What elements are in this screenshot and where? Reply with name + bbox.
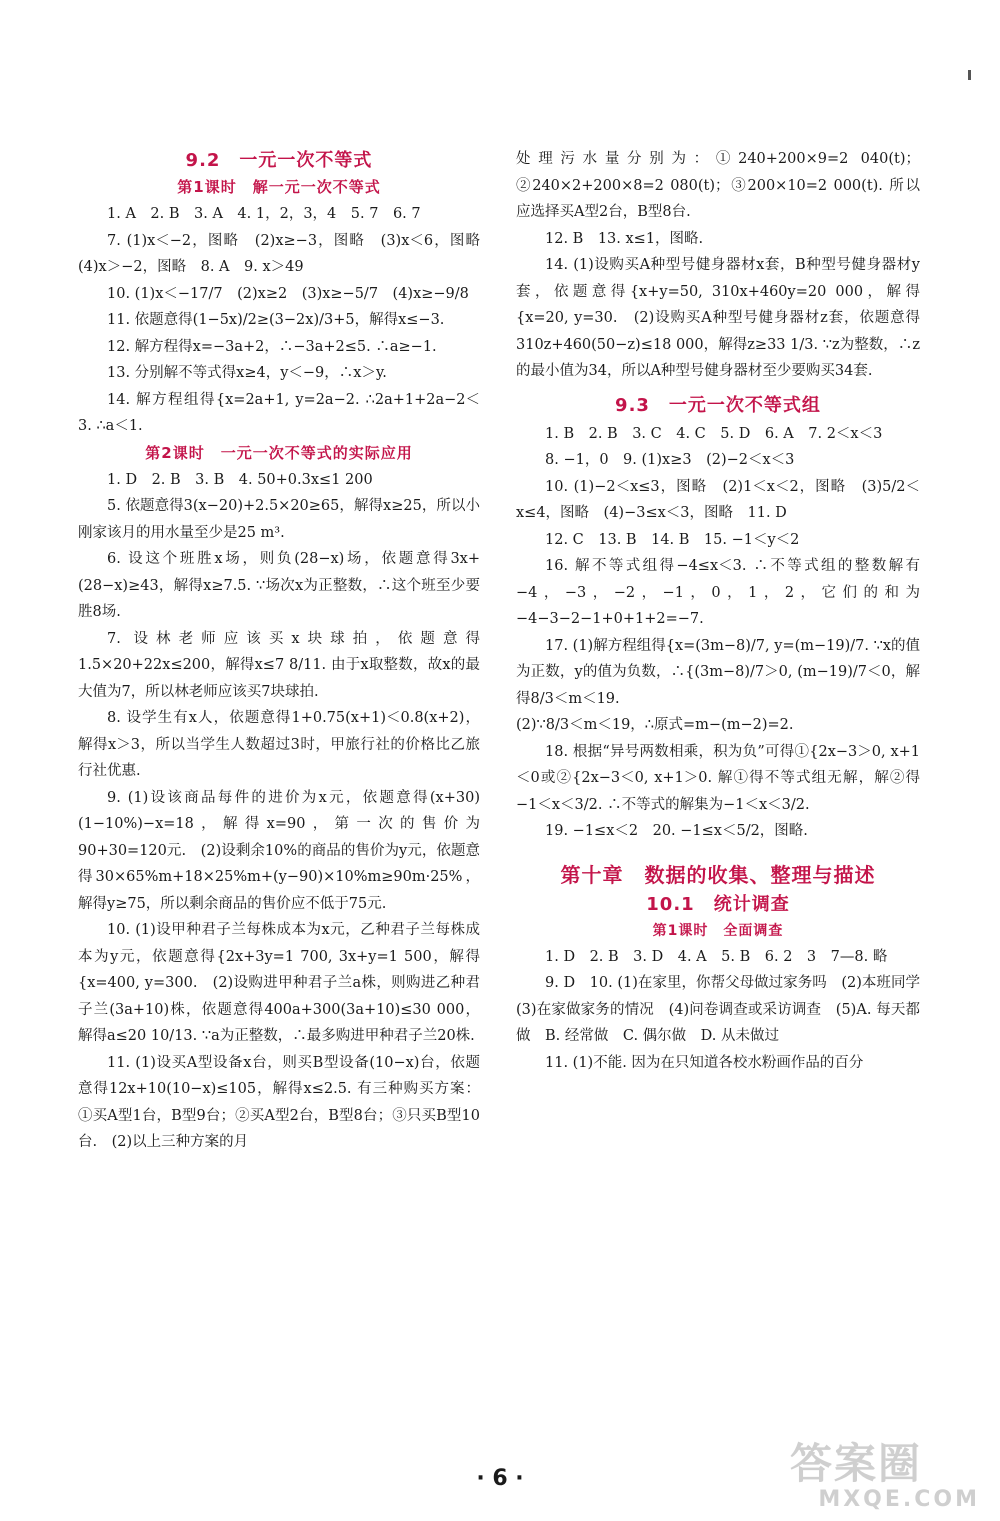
answer-paragraph: 9. (1)设该商品每件的进价为x元，依题意得(x+30)(1−10%)−x=18，解得x=90，第一次的售价为90+30=120元. (2)设剩余10%的商品的售价为y元，依题意得30×65%m+18×25%m+(y−90)×10%m≥90m·25%，解得y≥75，所以剩余商品的售价应不低于75元. (78, 789, 480, 912)
answer-paragraph: 12. 解方程得x=−3a+2，∴−3a+2≤5. ∴a≥−1. (107, 338, 437, 355)
watermark-url: MXQE.COM (818, 1487, 980, 1512)
answer-paragraph: 8. 设学生有x人，依题意得1+0.75(x+1)＜0.8(x+2)，解得x＞3，所以当学生人数超过3时，甲旅行社的价格比乙旅行社优惠. (78, 710, 480, 779)
answer-paragraph: 8. −1，0 9. (1)x≥3 (2)−2＜x＜3 (545, 452, 795, 468)
answer-paragraph: 11. 依题意得(1−5x)/2≥(3−2x)/3+5，解得x≤−3. (107, 312, 445, 328)
lesson-title-10-1: 第1课时 全面调查 (652, 922, 784, 939)
lesson-title-2: 第2课时 一元一次不等式的实际应用 (145, 443, 413, 462)
answer-paragraph: 10. (1)x＜−17/7 (2)x≥2 (3)x≥−5/7 (4)x≥−9/8 (107, 285, 469, 302)
right-column (516, 146, 935, 1076)
left-column (78, 146, 495, 1156)
watermark-logo (790, 1440, 990, 1520)
watermark-text: 答案圈 (790, 1439, 923, 1488)
lesson-title-1: 第1课时 解一元一次不等式 (177, 178, 381, 196)
answer-paragraph: (2)∵8/3＜m＜19，∴原式=m−(m−2)=2. (516, 717, 794, 733)
section-title-9-3: 9.3 一元一次不等式组 (615, 394, 821, 416)
answer-paragraph: 12. B 13. x≤1，图略. (545, 230, 704, 247)
answer-paragraph: 1. A 2. B 3. A 4. 1，2，3，4 5. 7 6. 7 (107, 206, 421, 222)
answer-paragraph: 9. D 10. (1)在家里，你帮父母做过家务吗 (2)本班同学 (3)在家做家务的情况 (4)问卷调查或采访调查 (5)A. 每天都做 B. 经常做 C. 偶尔做 D. 从未做过 (516, 975, 935, 1044)
answer-paragraph: 13. 分别解不等式得x≥4，y＜−9，∴x＞y. (107, 365, 387, 381)
answer-paragraph: 1. D 2. B 3. B 4. 50+0.3x≤1 200 (107, 471, 373, 488)
answer-paragraph: 11. (1)不能. 因为在只知道各校水粉画作品的百分 (545, 1054, 864, 1071)
chapter-title-10: 第十章 数据的收集、整理与描述 (560, 862, 876, 887)
corner-mark (968, 70, 971, 80)
answer-paragraph: 1. D 2. B 3. D 4. A 5. B 6. 2 3 7—8. 略 (545, 948, 888, 965)
answer-paragraph: 1. B 2. B 3. C 4. C 5. D 6. A 7. 2＜x＜3 (545, 425, 883, 442)
section-title-9-2: 9.2 一元一次不等式 (185, 150, 373, 171)
answer-paragraph: 14. 解方程组得{x=2a+1, y=2a−2. ∴2a+1+2a−2＜3. ∴a＜1. (78, 391, 480, 434)
answer-paragraph: 11. (1)设买A型设备x台，则买B型设备(10−x)台，依题意得12x+10(10−x)≤105，解得x≤2.5. 有三种购买方案：①买A型1台，B型9台；②买A型2台，B型8台；③只买B型10台. (2)以上三种方案的月 (78, 1054, 480, 1150)
answer-paragraph: 10. (1)设甲种君子兰每株成本为x元，乙种君子兰每株成本为y元，依题意得{2x+3y=1 700, 3x+y=1 500，解得{x=400, y=300. (2)设购进甲种君子兰a株，则购进乙种君子兰(3a+10)株，依题意得400a+300(3a+10)≤30 000，解得a≤20 10/13. ∵a为正整数，∴最多购进甲种君子兰20株. (78, 922, 480, 1044)
answer-paragraph: 7. 设林老师应该买x块球拍，依题意得1.5×20+22x≤200，解得x≤7 8/11. 由于x取整数，故x的最大值为7，所以林老师应该买7块球拍. (78, 630, 480, 700)
answer-paragraph: 7. (1)x＜−2，图略 (2)x≥−3，图略 (3)x＜6，图略 (4)x＞−2，图略 8. A 9. x＞49 (78, 232, 495, 275)
answer-paragraph: 处理污水量分别为：①240+200×9=2 040(t)；②240×2+200×8=2 080(t)；③200×10=2 000(t). 所以应选择买A型2台，B型8台. (516, 151, 920, 220)
section-title-10-1: 10.1 统计调查 (646, 893, 790, 915)
answer-paragraph: 17. (1)解方程组得{x=(3m−8)/7, y=(m−19)/7. ∵x的值为正数，y的值为负数，∴{(3m−8)/7＞0, (m−19)/7＜0，解得8/3＜m＜19. (516, 637, 920, 707)
page-number: · 6 · (476, 1466, 524, 1491)
answer-paragraph: 14. (1)设购买A种型号健身器材x套，B种型号健身器材y套，依题意得{x+y=50, 310x+460y=20 000，解得{x=20, y=30. (2)设购买A种型号健身器材z套，依题意得310z+460(50−z)≤18 000，解得z≥33 1/3. ∵z为整数，∴z的最小值为34，所以A种型号健身器材至少要购买34套. (516, 257, 920, 379)
answer-paragraph: 10. (1)−2＜x≤3，图略 (2)1＜x＜2，图略 (3)5/2＜x≤4，图略 (4)−3≤x＜3，图略 11. D (516, 478, 920, 521)
answer-paragraph: 16. 解不等式组得−4≤x＜3. ∴不等式组的整数解有−4，−3，−2，−1，0，1，2，它们的和为−4−3−2−1+0+1+2=−7. (516, 558, 920, 627)
answer-paragraph: 12. C 13. B 14. B 15. −1＜y＜2 (545, 531, 800, 548)
answer-paragraph: 18. 根据“异号两数相乘，积为负”可得①{2x−3＞0, x+1＜0或②{2x−3＜0, x+1＞0. 解①得不等式组无解，解②得−1＜x＜3/2. ∴不等式的解集为−1＜x＜3/2. (516, 743, 920, 813)
answer-paragraph: 5. 依题意得3(x−20)+2.5×20≥65，解得x≥25，所以小刚家该月的用水量至少是25 m³. (78, 498, 480, 541)
answer-paragraph: 19. −1≤x＜2 20. −1≤x＜5/2，图略. (545, 823, 808, 839)
answer-paragraph: 6. 设这个班胜x场，则负(28−x)场，依题意得3x+(28−x)≥43，解得x≥7.5. ∵场次x为正整数，∴这个班至少要胜8场. (78, 551, 480, 620)
